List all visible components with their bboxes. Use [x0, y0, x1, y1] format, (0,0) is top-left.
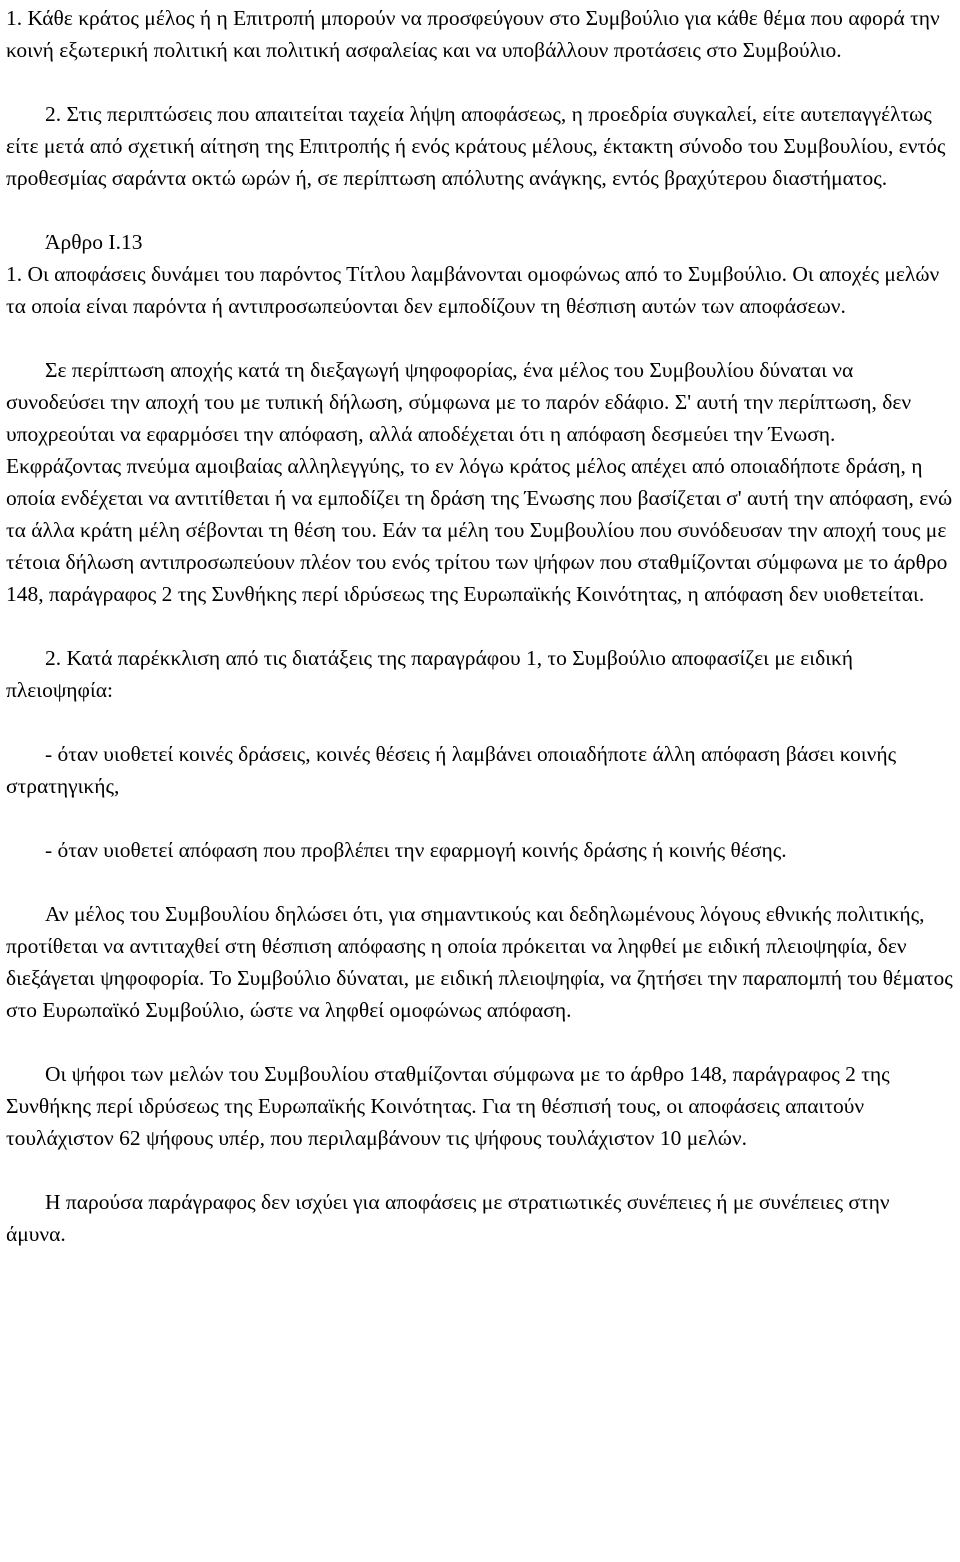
article-paragraph-defence: Η παρούσα παράγραφος δεν ισχύει για αποφάσεις με στρατιωτικές συνέπειες ή με συνέπειες στην άμυνα. — [6, 1190, 890, 1246]
article-paragraph-abstention: Σε περίπτωση αποχής κατά τη διεξαγωγή ψηφοφορίας, ένα μέλος του Συμβουλίου δύναται να συνοδεύσει την αποχή του με τυπική δήλωση, σύμφωνα με το παρόν εδάφιο. Σ' αυτή την περίπτωση, δεν υποχρεούται να εφαρμόσει την απόφαση, αλλά αποδέχεται ότι η απόφαση δεσμεύει την Ένωση. Εκφράζοντας πνεύμα αμοιβαίας αλληλεγγύης, το εν λόγω κράτος μέλος απέχει από οποιαδήποτε δράση, η οποία ενδέχεται να αντιτίθεται ή να εμποδίζει τη δράση της Ένωσης που βασίζεται σ' αυτή την απόφαση, ενώ τα άλλα κράτη μέλη σέβονται τη θέση του. Εάν τα μέλη του Συμβουλίου που συνόδευσαν την αποχή τους με τέτοια δήλωση αντιπροσωπεύουν πλέον του ενός τρίτου των ψήφων που σταθμίζονται σύμφωνα με το άρθρο 148, παράγραφος 2 της Συνθήκης περί ιδρύσεως της Ευρωπαϊκής Κοινότητας, η απόφαση δεν υιοθετείται. — [6, 358, 953, 606]
article-paragraph-1: 1. Οι αποφάσεις δυνάμει του παρόντος Τίτλου λαμβάνονται ομοφώνως από το Συμβούλιο. Οι αποχές μελών τα οποία είναι παρόντα ή αντιπροσωπεύονται δεν εμποδίζουν τη θέσπιση αυτών των αποφάσεων. — [6, 262, 940, 318]
article-heading: Άρθρο Ι.13 — [45, 230, 143, 254]
article-paragraph-national-policy: Αν μέλος του Συμβουλίου δηλώσει ότι, για σημαντικούς και δεδηλωμένους λόγους εθνικής πολιτικής, προτίθεται να αντιταχθεί στη θέσπιση απόφασης η οποία πρόκειται να ληφθεί με ειδική πλειοψηφία, δεν διεξάγεται ψηφοφορία. Το Συμβούλιο δύναται, με ειδική πλειοψηφία, να ζητήσει την παραπομπή του θέματος στο Ευρωπαϊκό Συμβούλιο, ώστε να ληφθεί ομοφώνως απόφαση. — [6, 902, 953, 1022]
paragraph-2: 2. Στις περιπτώσεις που απαιτείται ταχεία λήψη αποφάσεως, η προεδρία συγκαλεί, είτε αυτεπαγγέλτως είτε μετά από σχετική αίτηση της Επιτροπής ή ενός κράτους μέλους, έκτακτη σύνοδο του Συμβουλίου, εντός προθεσμίας σαράντα οκτώ ωρών ή, σε περίπτωση απόλυτης ανάγκης, εντός βραχύτερου διαστήματος. — [6, 102, 946, 190]
list-item-implementation: - όταν υιοθετεί απόφαση που προβλέπει την εφαρμογή κοινής δράσης ή κοινής θέσης. — [45, 838, 787, 862]
list-item-common-strategy: - όταν υιοθετεί κοινές δράσεις, κοινές θέσεις ή λαμβάνει οποιαδήποτε άλλη απόφαση βάσει κοινής στρατηγικής, — [6, 742, 897, 798]
article-paragraph-2: 2. Κατά παρέκκλιση από τις διατάξεις της παραγράφου 1, το Συμβούλιο αποφασίζει με ειδική πλειοψηφία: — [6, 646, 854, 702]
paragraph-1: 1. Κάθε κράτος μέλος ή η Επιτροπή μπορούν να προσφεύγουν στο Συμβούλιο για κάθε θέμα που αφορά την κοινή εξωτερική πολιτική και πολιτική ασφαλείας και να υποβάλλουν προτάσεις στο Συμβούλιο. — [6, 6, 940, 62]
article-paragraph-weighting: Οι ψήφοι των μελών του Συμβουλίου σταθμίζονται σύμφωνα με το άρθρο 148, παράγραφος 2 της Συνθήκης περί ιδρύσεως της Ευρωπαϊκής Κοινότητας. Για τη θέσπισή τους, οι αποφάσεις απαιτούν τουλάχιστον 62 ψήφους υπέρ, που περιλαμβάνουν τις ψήφους τουλάχιστον 10 μελών. — [6, 1062, 890, 1150]
